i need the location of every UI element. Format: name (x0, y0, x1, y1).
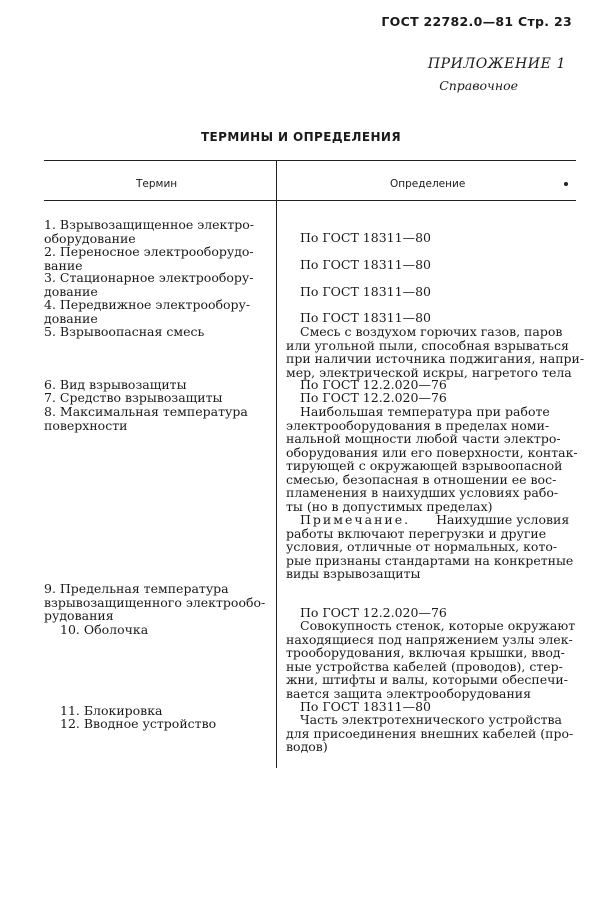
definition-line: По ГОСТ 18311—80 (300, 699, 431, 714)
appendix-kind: Справочное (439, 78, 518, 93)
note-first-text: Наихудшие условия (436, 512, 570, 527)
term-line: рудования (44, 608, 114, 623)
term-line: 2. Переносное электрооборудо- (44, 244, 254, 259)
definition-row-5 (286, 324, 585, 380)
definition-line: По ГОСТ 12.2.020—76 (300, 390, 447, 405)
term-line: поверхности (44, 417, 128, 433)
definition-row-3 (300, 285, 588, 299)
definition-line: при наличии источника поджигания, напри- (286, 351, 585, 366)
table-column-divider (276, 160, 277, 768)
term-line: дование (44, 310, 98, 326)
term-row-5 (44, 325, 266, 339)
table-header-rule (44, 200, 576, 201)
term-line: 4. Передвижное электрообору- (44, 297, 251, 312)
definition-line: для присоединения внешних кабелей (про- (286, 725, 574, 741)
term-row-3 (44, 271, 266, 298)
term-line: взрывозащищенного электрообо- (44, 594, 266, 610)
definition-line: оборудования или его поверхности, контак- (286, 444, 578, 460)
definition-line: мер, электрической искры, нагретого тела (286, 364, 572, 380)
note-line: работы включают перегрузки и другие (286, 525, 547, 541)
term-line: 11. Блокировка (60, 703, 163, 718)
definition-line: находящиеся под напряжением узлы элек- (286, 631, 573, 647)
definition-line: Часть электротехнического устройства (300, 712, 563, 727)
definition-row-10 (286, 619, 574, 700)
definition-row-8 (286, 404, 578, 581)
page-title: ТЕРМИНЫ И ОПРЕДЕЛЕНИЯ (200, 130, 402, 144)
term-row-4 (44, 298, 266, 325)
definition-line: нальной мощности любой части электро- (286, 431, 561, 446)
column-header-definition: Определение (390, 178, 466, 190)
note-line: рые признаны стандартами на конкретные (286, 552, 574, 568)
term-line: 3. Стационарное электрообору- (44, 270, 254, 285)
definition-line: водов) (286, 739, 328, 754)
term-line: вание (44, 257, 83, 273)
term-line: 7. Средство взрывозащиты (44, 390, 223, 405)
definition-line: жни, штифты и валы, которыми обеспечи- (286, 672, 568, 687)
definition-line: Совокупность стенок, которые окружают (300, 618, 576, 633)
term-line: 10. Оболочка (60, 622, 149, 637)
term-row-2 (44, 245, 266, 272)
term-row-12 (60, 717, 282, 731)
note-line: условия, отличные от нормальных, кото- (286, 539, 558, 554)
term-line: 9. Предельная температура (44, 581, 229, 596)
definition-line: пламенения в наихудших условиях рабо- (286, 485, 559, 500)
definition-line: трооборудования, включая крышки, ввод- (286, 645, 565, 660)
definition-row-7 (300, 391, 588, 405)
term-line: 12. Вводное устройство (60, 716, 217, 731)
definition-line: Наибольшая температура при работе (300, 404, 550, 419)
definition-line: вается защита электрооборудования (286, 685, 532, 701)
term-line: 6. Вид взрывозащиты (44, 377, 187, 392)
definition-line: ты (но в допустимых пределах) (286, 498, 493, 514)
term-row-8 (44, 405, 266, 432)
term-row-10 (60, 623, 282, 637)
definition-line: По ГОСТ 12.2.020—76 (300, 605, 447, 620)
definition-line: смесью, безопасная в отношении ее вос- (286, 471, 557, 487)
definition-line: По ГОСТ 18311—80 (300, 310, 431, 325)
definition-line: тирующей с окружающей взрывоопасной (286, 458, 563, 473)
table-top-rule (44, 160, 576, 161)
term-line: 5. Взрывоопасная смесь (44, 324, 205, 339)
note-line: виды взрывозащиты (286, 566, 421, 581)
definition-row-2 (300, 258, 588, 272)
note-label: Примечание. (300, 512, 411, 527)
term-text: 1. Взрывозащищенное электро- (44, 217, 255, 232)
definition-line: ные устройства кабелей (проводов), стер- (286, 658, 563, 674)
term-line: дование (44, 283, 98, 299)
definition-row-1 (300, 231, 588, 245)
definition-line: По ГОСТ 18311—80 (300, 230, 431, 245)
term-line (44, 218, 266, 232)
term-row-7 (44, 391, 266, 405)
definition-row-4 (300, 311, 588, 325)
definition-line: По ГОСТ 12.2.020—76 (300, 377, 447, 392)
term-row-9 (44, 582, 266, 623)
definition-row-12 (286, 713, 574, 754)
definition-line: По ГОСТ 18311—80 (300, 257, 431, 272)
document-code: ГОСТ 22782.0—81 Стр. 23 (381, 14, 572, 29)
appendix-label: ПРИЛОЖЕНИЕ 1 (427, 56, 566, 72)
definition-line: По ГОСТ 18311—80 (300, 284, 431, 299)
definition-line: электрооборудования в пределах номи- (286, 417, 550, 433)
note-first-line (286, 513, 574, 527)
definition-line: Смесь с воздухом горючих газов, паров (300, 324, 563, 339)
term-row-1 (44, 218, 266, 245)
column-header-term: Термин (136, 178, 178, 190)
definition-line: или угольной пыли, способная взрываться (286, 337, 569, 353)
term-line: оборудование (44, 230, 136, 246)
bullet-mark (564, 182, 568, 186)
term-line: 8. Максимальная температура (44, 404, 248, 419)
